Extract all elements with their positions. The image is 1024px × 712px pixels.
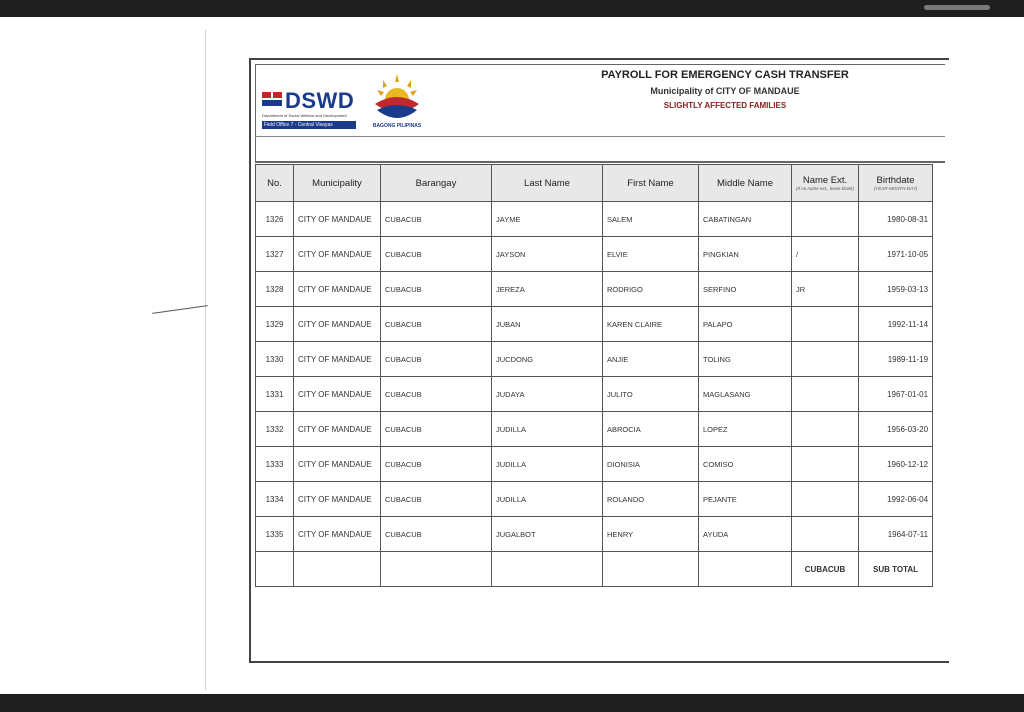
row-first-name: KAREN CLAIRE — [603, 307, 699, 342]
row-barangay: CUBACUB — [381, 482, 492, 517]
municipality-line: Municipality of CITY OF MANDAUE — [650, 86, 800, 96]
table-cell — [699, 552, 792, 587]
row-number: 1333 — [256, 447, 294, 482]
row-barangay: CUBACUB — [381, 517, 492, 552]
row-number: 1332 — [256, 412, 294, 447]
col-header-no: No. — [256, 165, 294, 202]
row-last-name: JUBAN — [492, 307, 603, 342]
row-first-name: ABROCIA — [603, 412, 699, 447]
row-municipality: CITY OF MANDAUE — [294, 412, 381, 447]
row-number: 1334 — [256, 482, 294, 517]
row-first-name: SALEM — [603, 202, 699, 237]
col-header-birthdate — [859, 165, 933, 202]
row-barangay: CUBACUB — [381, 412, 492, 447]
row-number: 1327 — [256, 237, 294, 272]
row-middle-name: PEJANTE — [699, 482, 792, 517]
row-name-ext — [792, 342, 859, 377]
table-cell — [256, 552, 294, 587]
col-header-first-name: First Name — [603, 165, 699, 202]
row-birthdate: 1967-01-01 — [859, 377, 933, 412]
row-last-name: JAYME — [492, 202, 603, 237]
row-barangay: CUBACUB — [381, 237, 492, 272]
row-last-name: JUCDONG — [492, 342, 603, 377]
row-municipality: CITY OF MANDAUE — [294, 237, 381, 272]
row-name-ext: / — [792, 237, 859, 272]
table-row — [256, 482, 933, 517]
row-number: 1330 — [256, 342, 294, 377]
row-municipality: CITY OF MANDAUE — [294, 482, 381, 517]
field-office-label: Field Office 7 - Central Visayas — [262, 121, 356, 129]
row-municipality: CITY OF MANDAUE — [294, 202, 381, 237]
row-number: 1326 — [256, 202, 294, 237]
row-last-name: JUDILLA — [492, 412, 603, 447]
row-name-ext — [792, 412, 859, 447]
row-first-name: ROLANDO — [603, 482, 699, 517]
logo-text: DSWD — [285, 88, 355, 113]
row-municipality: CITY OF MANDAUE — [294, 447, 381, 482]
viewer-bottom-bar — [0, 694, 1024, 712]
row-first-name: ANJIE — [603, 342, 699, 377]
table-row — [256, 447, 933, 482]
row-barangay: CUBACUB — [381, 272, 492, 307]
payroll-table — [255, 164, 933, 587]
row-municipality: CITY OF MANDAUE — [294, 377, 381, 412]
row-birthdate: 1959-03-13 — [859, 272, 933, 307]
row-birthdate: 1971-10-05 — [859, 237, 933, 272]
table-row — [256, 412, 933, 447]
row-middle-name: COMISO — [699, 447, 792, 482]
col-header-last-name: Last Name — [492, 165, 603, 202]
table-row — [256, 307, 933, 342]
document-title: PAYROLL FOR EMERGENCY CASH TRANSFER — [601, 69, 849, 81]
row-middle-name: AYUDA — [699, 517, 792, 552]
table-row — [256, 342, 933, 377]
row-middle-name: CABATINGAN — [699, 202, 792, 237]
birthdate-label: Birthdate — [876, 174, 915, 186]
category-line: SLIGHTLY AFFECTED FAMILIES — [663, 101, 787, 110]
row-middle-name: TOLING — [699, 342, 792, 377]
table-row — [256, 272, 933, 307]
header-divider — [255, 136, 945, 137]
row-middle-name: SERFINO — [699, 272, 792, 307]
birthdate-note: (YEAR-MONTH-DAY) — [873, 185, 918, 191]
row-number: 1329 — [256, 307, 294, 342]
table-cell — [381, 552, 492, 587]
row-middle-name: LOPEZ — [699, 412, 792, 447]
table-header-row — [256, 165, 933, 202]
row-last-name: JUDILLA — [492, 482, 603, 517]
row-birthdate: 1980-08-31 — [859, 202, 933, 237]
row-name-ext — [792, 517, 859, 552]
row-last-name: JUDAYA — [492, 377, 603, 412]
row-name-ext — [792, 482, 859, 517]
row-name-ext: JR — [792, 272, 859, 307]
subtotal-barangay: CUBACUB — [792, 552, 859, 587]
row-number: 1335 — [256, 517, 294, 552]
row-name-ext — [792, 307, 859, 342]
row-barangay: CUBACUB — [381, 342, 492, 377]
row-birthdate: 1992-11-14 — [859, 307, 933, 342]
row-municipality: CITY OF MANDAUE — [294, 517, 381, 552]
row-middle-name: PALAPO — [699, 307, 792, 342]
row-birthdate: 1964-07-11 — [859, 517, 933, 552]
row-first-name: HENRY — [603, 517, 699, 552]
row-barangay: CUBACUB — [381, 377, 492, 412]
col-header-name-ext — [792, 165, 859, 202]
row-birthdate: 1989-11-19 — [859, 342, 933, 377]
row-first-name: DIONISIA — [603, 447, 699, 482]
dswd-emblem-icon — [262, 92, 282, 106]
subtotal-label: SUB TOTAL — [859, 552, 933, 587]
row-number: 1331 — [256, 377, 294, 412]
table-row — [256, 202, 933, 237]
row-municipality: CITY OF MANDAUE — [294, 272, 381, 307]
table-row — [256, 377, 933, 412]
row-first-name: RODRIGO — [603, 272, 699, 307]
name-ext-label: Name Ext. — [802, 174, 848, 186]
col-header-barangay: Barangay — [381, 165, 492, 202]
seal-caption: BAGONG PILIPINAS — [372, 123, 422, 129]
col-header-municipality: Municipality — [294, 165, 381, 202]
viewer-top-bar — [0, 0, 1024, 17]
row-birthdate: 1956-03-20 — [859, 412, 933, 447]
row-birthdate: 1960-12-12 — [859, 447, 933, 482]
row-first-name: ELVIE — [603, 237, 699, 272]
row-barangay: CUBACUB — [381, 202, 492, 237]
col-header-middle-name: Middle Name — [699, 165, 792, 202]
table-row — [256, 237, 933, 272]
scan-edge-line — [205, 30, 206, 690]
logo-subtext: Department of Social Welfare and Development — [262, 113, 347, 118]
window-handle[interactable] — [924, 5, 990, 10]
table-cell — [294, 552, 381, 587]
row-last-name: JUDILLA — [492, 447, 603, 482]
row-last-name: JEREZA — [492, 272, 603, 307]
header-divider-lower — [255, 162, 945, 163]
row-last-name: JAYSON — [492, 237, 603, 272]
row-middle-name: PINGKIAN — [699, 237, 792, 272]
table-cell — [603, 552, 699, 587]
row-first-name: JULITO — [603, 377, 699, 412]
row-last-name: JUGALBOT — [492, 517, 603, 552]
row-barangay: CUBACUB — [381, 447, 492, 482]
row-birthdate: 1992-06-04 — [859, 482, 933, 517]
row-name-ext — [792, 377, 859, 412]
name-ext-note: (If no name ext., leave blank) — [796, 185, 855, 191]
row-name-ext — [792, 447, 859, 482]
subtotal-row — [256, 552, 933, 587]
table-cell — [492, 552, 603, 587]
stray-pen-mark — [152, 305, 208, 314]
row-municipality: CITY OF MANDAUE — [294, 342, 381, 377]
row-middle-name: MAGLASANG — [699, 377, 792, 412]
row-barangay: CUBACUB — [381, 307, 492, 342]
row-number: 1328 — [256, 272, 294, 307]
row-name-ext — [792, 202, 859, 237]
table-row — [256, 517, 933, 552]
row-municipality: CITY OF MANDAUE — [294, 307, 381, 342]
